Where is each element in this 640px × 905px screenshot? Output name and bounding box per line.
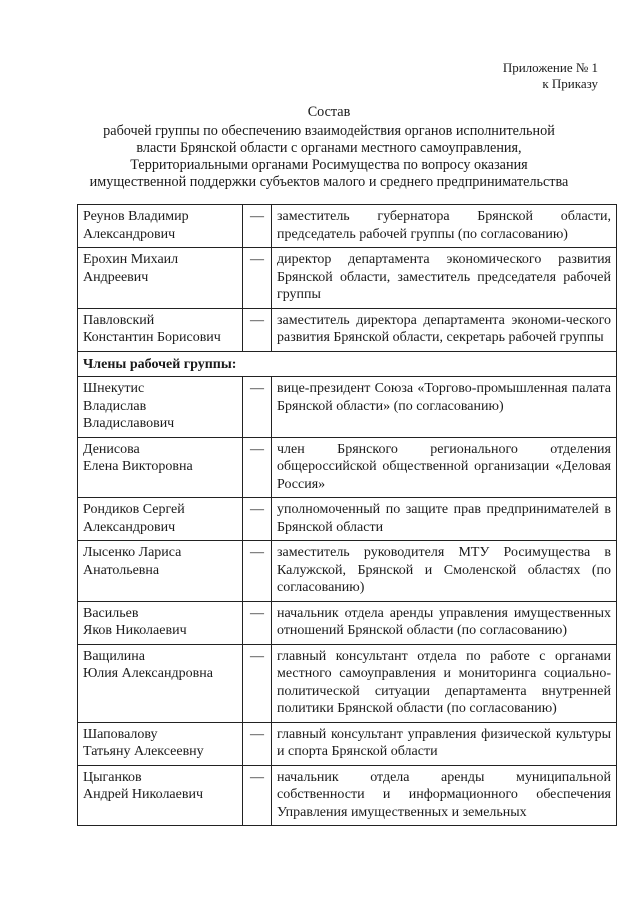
- section-row: [78, 351, 617, 377]
- table-row: [78, 541, 617, 602]
- table-row: [78, 437, 617, 498]
- member-role: заместитель руководителя МТУ Росимущества в Калужской, Брянской и Смоленской областях (по согласованию): [272, 541, 617, 602]
- dash-separator: —: [243, 765, 272, 826]
- working-group-table: [77, 204, 617, 826]
- member-name: [78, 601, 243, 644]
- dash-separator: —: [243, 601, 272, 644]
- name-line: Шаповалову: [83, 726, 158, 742]
- members-heading: Члены рабочей группы:: [78, 351, 617, 377]
- name-line: Васильев: [83, 605, 139, 621]
- title-line: рабочей группы по обеспечению взаимодействия органов исполнительной: [103, 123, 555, 139]
- title-heading: Состав: [307, 104, 351, 120]
- member-role: заместитель директора департамента экономи-ческого развития Брянской области, секретарь рабочей группы: [272, 308, 617, 351]
- document-title: [60, 104, 598, 191]
- member-name: [78, 377, 243, 438]
- member-role: главный консультант отдела по работе с органами местного самоуправления и мониторинга социально-политической ситуации департамента внутренней политики Брянской области (по согласованию): [272, 644, 617, 722]
- table-row: [78, 722, 617, 765]
- name-line: Татьяну Алексеевну: [83, 744, 204, 759]
- member-name: [78, 248, 243, 309]
- name-line: Александрович: [83, 519, 176, 535]
- member-role: уполномоченный по защите прав предпринимателей в Брянской области: [272, 498, 617, 541]
- table-row: [78, 205, 617, 248]
- dash-separator: —: [243, 498, 272, 541]
- name-line: Андрей Николаевич: [83, 787, 203, 802]
- appendix-line-2: к Приказу: [542, 76, 598, 91]
- table-row: [78, 601, 617, 644]
- dash-separator: —: [243, 308, 272, 351]
- name-line: Яков Николаевич: [83, 623, 187, 638]
- member-name: [78, 498, 243, 541]
- title-line: Территориальными органами Росимущества по вопросу оказания: [130, 157, 528, 173]
- member-name: [78, 308, 243, 351]
- member-name: [78, 765, 243, 826]
- name-line: Реунов Владимир: [83, 209, 189, 224]
- dash-separator: —: [243, 722, 272, 765]
- dash-separator: —: [243, 377, 272, 438]
- table-row: [78, 248, 617, 309]
- name-line: Анатольевна: [83, 562, 160, 578]
- dash-separator: —: [243, 644, 272, 722]
- dash-separator: —: [243, 205, 272, 248]
- member-name: [78, 205, 243, 248]
- name-line: Юлия Александровна: [83, 666, 213, 681]
- name-line: Александрович: [83, 226, 176, 242]
- member-role: главный консультант управления физической культуры и спорта Брянской области: [272, 722, 617, 765]
- name-line: Рондиков Сергей: [83, 502, 185, 517]
- dash-separator: —: [243, 437, 272, 498]
- member-role: директор департамента экономического развития Брянской области, заместитель председателя рабочей группы: [272, 248, 617, 309]
- name-line: Шнекутис: [83, 381, 145, 396]
- dash-separator: —: [243, 541, 272, 602]
- table-row: [78, 377, 617, 438]
- member-name: [78, 541, 243, 602]
- name-line: Владислав: [83, 398, 147, 414]
- member-name: [78, 644, 243, 722]
- name-line: Владиславович: [83, 416, 175, 431]
- name-line: Лысенко Лариса: [83, 545, 182, 560]
- member-role: заместитель губернатора Брянской области, председатель рабочей группы (по согласованию): [272, 205, 617, 248]
- name-line: Денисова: [83, 441, 140, 457]
- name-line: Цыганков: [83, 769, 142, 785]
- name-line: Елена Викторовна: [83, 459, 193, 474]
- dash-separator: —: [243, 248, 272, 309]
- member-role: начальник отдела аренды муниципальной собственности и информационного обеспечения Управления имущественных и земельных: [272, 765, 617, 826]
- name-line: Константин Борисович: [83, 330, 221, 345]
- table-row: [78, 765, 617, 826]
- name-line: Павловский: [83, 312, 155, 328]
- member-role: начальник отдела аренды управления имущественных отношений Брянской области (по согласованию): [272, 601, 617, 644]
- table-row: [78, 498, 617, 541]
- member-name: [78, 722, 243, 765]
- title-line: имущественной поддержки субъектов малого и среднего предпринимательства: [89, 174, 569, 190]
- name-line: Андреевич: [83, 269, 149, 285]
- appendix-line-1: Приложение № 1: [502, 60, 598, 75]
- member-role: член Брянского регионального отделения общероссийской общественной организации «Деловая Россия»: [272, 437, 617, 498]
- member-role: вице-президент Союза «Торгово-промышленная палата Брянской области» (по согласованию): [272, 377, 617, 438]
- title-line: власти Брянской области с органами местного самоуправления,: [136, 140, 522, 156]
- name-line: Ващилина: [83, 648, 146, 664]
- table-row: [78, 644, 617, 722]
- table-row: [78, 308, 617, 351]
- name-line: Ерохин Михаил: [83, 252, 179, 267]
- member-name: [78, 437, 243, 498]
- appendix-header: [503, 60, 598, 92]
